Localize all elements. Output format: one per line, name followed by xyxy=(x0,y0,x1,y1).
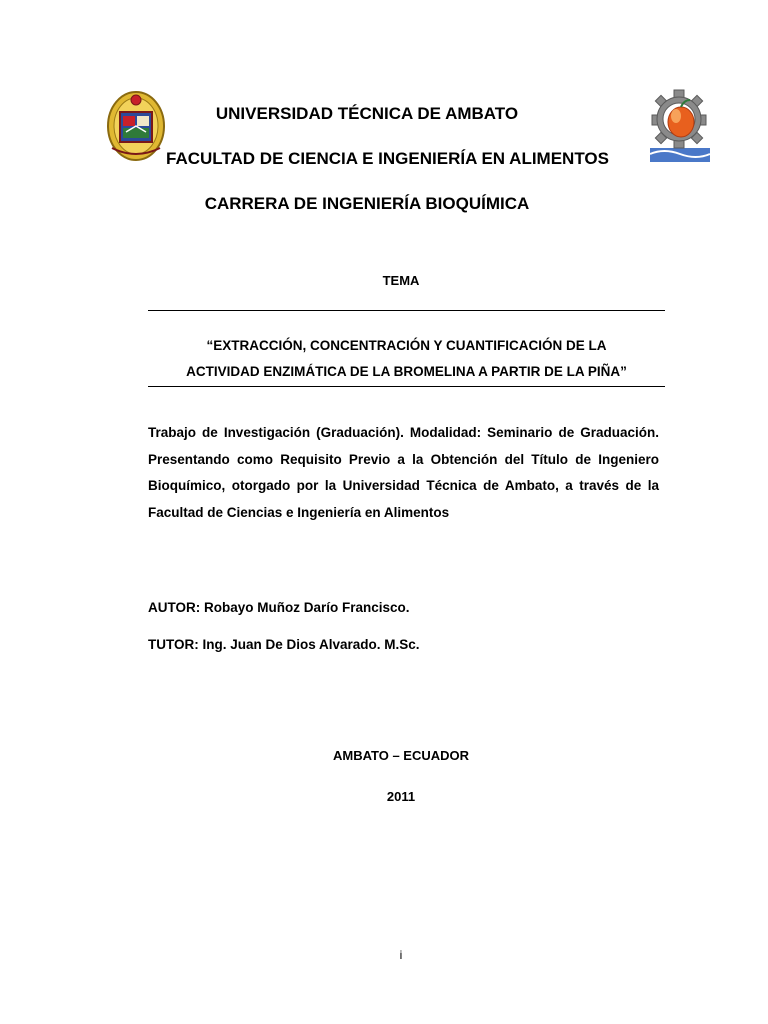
place-line: AMBATO – ECUADOR xyxy=(332,748,470,763)
thesis-title-line-1: “EXTRACCIÓN, CONCENTRACIÓN Y CUANTIFICACIÓN DE LA xyxy=(206,338,607,353)
topic-label: TEMA xyxy=(382,273,420,288)
page-number: i xyxy=(399,948,403,962)
thesis-description: Trabajo de Investigación (Graduación). Modalidad: Seminario de Graduación. Presentando como Requisito Previo a la Obtención del Título de Ingeniero Bioquímico, otorgado por la Universidad Técnica de Ambato, a través de la Facultad de Ciencias e Ingeniería en Alimentos xyxy=(148,425,659,520)
faculty-name: FACULTAD DE CIENCIA E INGENIERÍA EN ALIMENTOS xyxy=(166,149,609,168)
title-bottom-divider xyxy=(148,386,665,387)
university-name: UNIVERSIDAD TÉCNICA DE AMBATO xyxy=(215,104,519,123)
career-name: CARRERA DE INGENIERÍA BIOQUÍMICA xyxy=(204,194,530,213)
author-line: AUTOR: Robayo Muñoz Darío Francisco. xyxy=(148,600,410,615)
title-top-divider xyxy=(148,310,665,311)
thesis-title xyxy=(148,333,665,385)
tutor-line: TUTOR: Ing. Juan De Dios Alvarado. M.Sc. xyxy=(148,637,420,652)
year-line: 2011 xyxy=(386,789,416,804)
thesis-title-line-2: ACTIVIDAD ENZIMÁTICA DE LA BROMELINA A PARTIR DE LA PIÑA” xyxy=(186,364,627,379)
